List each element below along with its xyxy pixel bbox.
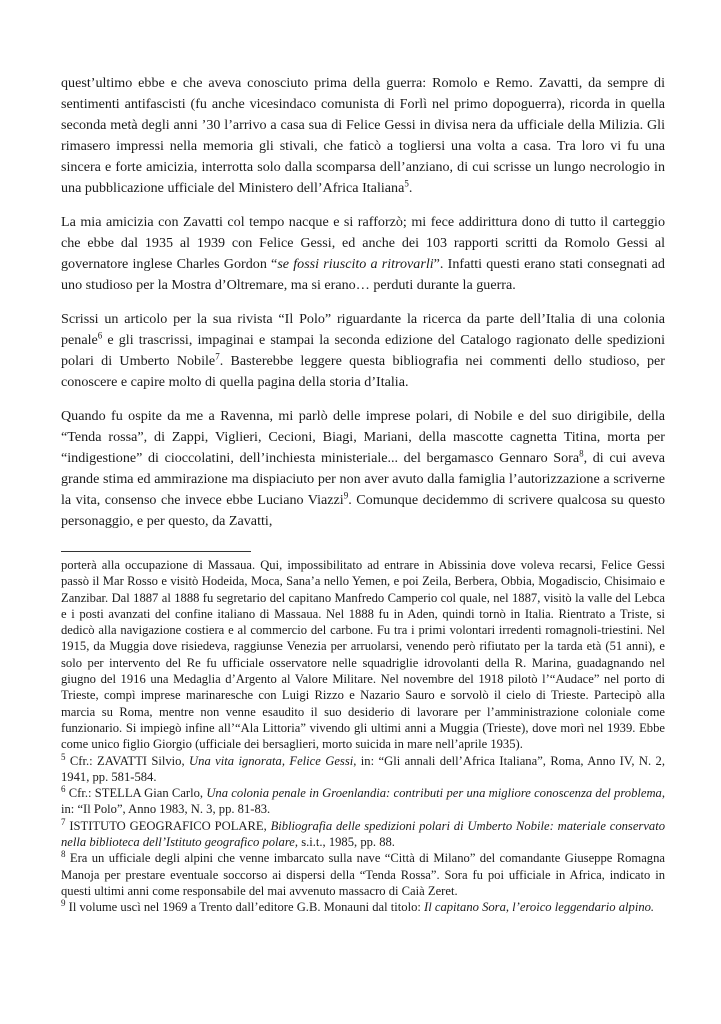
body-paragraph <box>61 309 665 393</box>
text-run: Cfr.: ZAVATTI Silvio, <box>65 753 190 768</box>
text-run: ”. Infatti questi erano stati consegnati ad uno studioso per la Mostra d’Oltremare, ma si erano… perduti durante la guerra. <box>61 256 665 293</box>
body-text <box>61 73 665 532</box>
text-run: porterà alla occupazione di Massaua. Qui, impossibilitato ad entrare in Abissinia dove voleva recarsi, Felice Gessi passò il Mar Rosso e visitò Hodeida, Moca, Sana’a nello Yemen, e poi Zeila, Berbera, Obbia, Mogadiscio, Chisimaio e Zanzibar. Dal 1887 al 1888 fu segretario del capitano Manfredo Camperio col quale, nel 1887, visitò la valle del Lebca e i posti avanzati del confine italiano di Massaua. Nel 1888 fu in Aden, quindi tornò in Italia. Rientrato a Triste, si dedicò alla navigazione costiera e al commercio del carbone. Fu tra i primi volontari irredenti romagnoli-triestini. Nel 1915, da Muggia dove risiedeva, raggiunse Venezia per arruolarsi, venendo però rifiutato per la tarda età (51 anni), e solo per intervento del Re fu ufficiale osservatore nelle squadriglie idrovolanti della R. Marina, guadagnando nel giugno del 1916 una Medaglia d’Argento al Valore Militare. Nel novembre del 1918 pilotò l’“Audace” nel porto di Trieste, compì imprese marinaresche con Luigi Rizzo e Nazario Sauro e sorvolò il cielo di Trieste. Partecipò alla marcia su Roma, mentre non venne esaudito il suo desiderio di lavorare per l’amministrazione coloniale come funzionario. Si impiegò infine all’“Ala Littoria” vivendo gli ultimi anni a Muggia (Trieste), dove morì nel 1939. Ebbe come unico figlio Giorgio (ufficiale dei bersaglieri, morto suicida in mare nell’aprile 1935). <box>61 558 665 752</box>
italic-text: Una vita ignorata, Felice Gessi <box>189 753 354 768</box>
footnote-marker: 9 <box>343 490 349 501</box>
footnote-marker: 5 <box>61 751 66 762</box>
footnote <box>61 818 665 851</box>
footnote-marker: 8 <box>61 849 66 860</box>
body-paragraph <box>61 212 665 296</box>
footnote-marker: 6 <box>61 783 66 794</box>
footnote-separator <box>61 551 251 552</box>
footnote <box>61 850 665 899</box>
text-run: La mia amicizia con Zavatti col tempo nacque e si rafforzò; mi fece addirittura dono di tutto il carteggio che ebbe dal 1935 al 1939 con Felice Gessi, ed anche dei 103 rapporti scritti da Romolo Gessi al governatore inglese Charles Gordon “ <box>61 214 665 272</box>
footnotes <box>61 557 665 916</box>
text-run: , s.i.t., 1985, pp. 88. <box>294 835 395 850</box>
italic-text: Una colonia penale in Groenlandia: contributi per una migliore conoscenza del problema <box>206 786 662 801</box>
text-run: Cfr.: STELLA Gian Carlo, <box>65 786 207 801</box>
footnote <box>61 557 665 753</box>
text-run: , in: “Gli annali dell’Africa Italiana”, Roma, Anno IV, N. 2, 1941, pp. 581-584. <box>61 753 666 784</box>
text-run: Quando fu ospite da me a Ravenna, mi parlò delle imprese polari, di Nobile e del suo dirigibile, della “Tenda rossa”, di Zappi, Viglieri, Cecioni, Biagi, Mariani, della mascotte cagnetta Titina, morta per “indigestione” di cioccolatini, dell’inchiesta ministeriale... del bergamasco Gennaro Sora <box>61 408 665 466</box>
document-page <box>61 73 665 916</box>
footnote <box>61 899 665 915</box>
footnote-marker: 6 <box>97 330 103 341</box>
footnote <box>61 785 665 818</box>
text-run: Era un ufficiale degli alpini che venne imbarcato sulla nave “Città di Milano” del comandante Giuseppe Romagna Manoja per prestare eventuale soccorso ai dispersi della “Tenda Rossa”. Sora fu poi ufficiale in Africa, indicato in questi ultimi anni come responsabile del mai avvenuto massacro di Caià Zeret. <box>61 851 665 898</box>
footnote <box>61 753 665 786</box>
italic-text: Bibliografia delle spedizioni polari di Umberto Nobile: materiale conservato nella biblioteca dell’Istituto geografico polare <box>61 818 665 850</box>
footnote-marker: 8 <box>579 448 584 459</box>
text-run: , in: “Il Polo”, Anno 1983, N. 3, pp. 81-83. <box>61 786 666 817</box>
italic-text: se fossi riuscito a ritrovarli <box>277 256 434 272</box>
text-run: Scrissi un articolo per la sua rivista “Il Polo” riguardante la ricerca da parte dell’Italia di una colonia penale <box>61 311 665 348</box>
body-paragraph <box>61 406 665 532</box>
footnote-marker: 7 <box>215 351 220 362</box>
text-run: , di cui aveva grande stima ed ammirazione ma dispiaciuto per non aver avuto dalla famiglia l’autorizzazione a scriverne la vita, consenso che invece ebbe Luciano Viazzi <box>61 450 666 508</box>
text-run: . Comunque decidemmo di scrivere qualcosa su questo personaggio, e per questo, da Zavatti, <box>61 492 665 529</box>
footnote-marker: 7 <box>61 816 66 827</box>
footnote-marker: 5 <box>404 178 409 189</box>
text-run: e gli trascrissi, impaginai e stampai la seconda edizione del Catalogo ragionato delle spedizioni polari di Umberto Nobile <box>61 332 665 369</box>
text-run: ISTITUTO GEOGRAFICO POLARE, <box>65 818 271 833</box>
text-run: . <box>408 180 413 196</box>
footnote-marker: 9 <box>61 898 66 909</box>
text-run: Il volume uscì nel 1969 a Trento dall’editore G.B. Monauni dal titolo: <box>65 900 425 915</box>
text-run: . Basterebbe leggere questa bibliografia nei commenti dello studioso, per conoscere e capire molto di quella pagina della storia d’Italia. <box>61 353 665 390</box>
body-paragraph <box>61 73 665 199</box>
italic-text: Il capitano Sora, l’eroico leggendario alpino. <box>424 900 655 915</box>
text-run: quest’ultimo ebbe e che aveva conosciuto prima della guerra: Romolo e Remo. Zavatti, da sempre di sentimenti antifascisti (fu anche vicesindaco comunista di Forlì nel primo dopoguerra), ricorda in quella seconda metà degli anni ’30 l’arrivo a casa sua di Felice Gessi in divisa nera da ufficiale della Milizia. Gli rimasero impressi nella memoria gli stivali, che faticò a togliersi una volta a casa. Tra loro vi fu una sincera e forte amicizia, interrotta solo dalla scomparsa dell’anziano, di cui scrisse un lungo necrologio in una pubblicazione ufficiale del Ministero dell’Africa Italiana <box>61 75 665 196</box>
